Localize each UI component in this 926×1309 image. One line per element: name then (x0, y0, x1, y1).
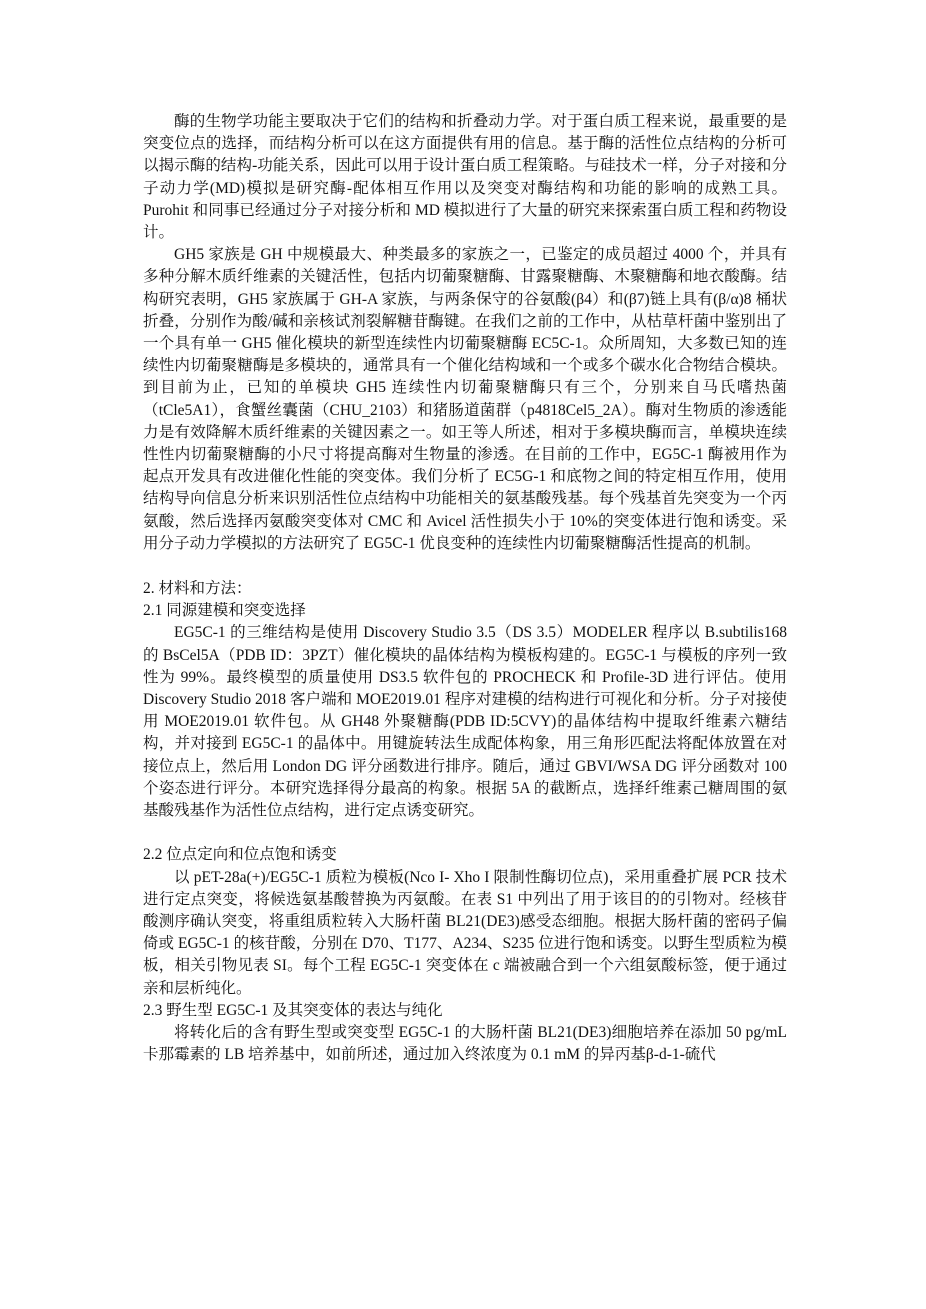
paragraph-intro: 酶的生物学功能主要取决于它们的结构和折叠动力学。对于蛋白质工程来说，最重要的是突变位点的选择，而结构分析可以在这方面提供有用的信息。基于酶的活性位点结构的分析可以揭示酶的结构-功能关系，因此可以用于设计蛋白质工程策略。与硅技术一样，分子对接和分子动力学(MD)模拟是研究酶-配体相互作用以及突变对酶结构和功能的影响的成熟工具。Purohit 和同事已经通过分子对接分析和 MD 模拟进行了大量的研究来探索蛋白质工程和药物设计。 (143, 113, 787, 242)
section-spacer (143, 822, 787, 844)
paragraph-gh5-family: GH5 家族是 GH 中规模最大、种类最多的家族之一，已鉴定的成员超过 4000 个，并具有多种分解木质纤维素的关键活性，包括内切葡聚糖酶、甘露聚糖酶、木聚糖酶和地衣酸酶。结构研究表明，GH5 家族属于 GH-A 家族，与两条保守的谷氨酸(β4）和(β7)链上具有(β/α)8 桶状折叠，分别作为酸/碱和亲核试剂裂解糖苷酶键。在我们之前的工作中，从枯草杆菌中鉴别出了一个具有单一 GH5 催化模块的新型连续性内切葡聚糖酶 EC5C-1。众所周知，大多数已知的连续性内切葡聚糖酶是多模块的，通常具有一个催化结构域和一个或多个碳水化合物结合模块。到目前为止，已知的单模块 GH5 连续性内切葡聚糖酶只有三个，分别来自马氏嗜热菌（tCle5A1），食蟹丝囊菌（CHU_2103）和猪肠道菌群（p4818Cel5_2A）。酶对生物质的渗透能力是有效降解木质纤维素的关键因素之一。如王等人所述，相对于多模块酶而言，单模块连续性性内切葡聚糖酶的小尺寸将提高酶对生物量的渗透。在目前的工作中，EG5C-1 酶被用作为起点开发具有改进催化性能的突变体。我们分析了 EC5G-1 和底物之间的特定相互作用，使用结构导向信息分析来识别活性位点结构中功能相关的氨基酸残基。每个残基首先突变为一个丙氨酸，然后选择丙氨酸突变体对 CMC 和 Avicel 活性损失小于 10%的突变体进行饱和诱变。采用分子动力学模拟的方法研究了 EG5C-1 优良变种的连续性内切葡聚糖酶活性提高的机制。 (143, 246, 787, 552)
section-heading-mutagenesis: 2.2 位点定向和位点饱和诱变 (143, 846, 337, 864)
paragraph-homology-modeling: EG5C-1 的三维结构是使用 Discovery Studio 3.5（DS 3.5）MODELER 程序以 B.subtilis168 的 BsCel5A（PDB ID：3PZT）催化模块的晶体结构为模板构建的。EG5C-1 与模板的序列一致性为 99%。最终模型的质量使用 DS3.5 软件包的 PROCHECK 和 Profile-3D 进行评估。使用 Discovery Studio 2018 客户端和 MOE2019.01 程序对建模的结构进行可视化和分析。分子对接使用 MOE2019.01 软件包。从 GH48 外聚糖酶(PDB ID:5CVY)的晶体结构中提取纤维素六糖结构，并对接到 EG5C-1 的晶体中。用键旋转法生成配体构象，用三角形匹配法将配体放置在对接位点上，然后用 London DG 评分函数进行排序。随后，通过 GBVI/WSA DG 评分函数对 100 个姿态进行评分。本研究选择得分最高的构象。根据 5A 的截断点，选择纤维素己糖周围的氨基酸残基作为活性位点结构，进行定点诱变研究。 (143, 624, 787, 820)
paragraph-mutagenesis: 以 pET-28a(+)/EG5C-1 质粒为模板(Nco I- Xho I 限制性酶切位点)，采用重叠扩展 PCR 技术进行定点突变，将候选氨基酸替换为丙氨酸。在表 S1 中列出了用于该目的的引物对。经核苷酸测序确认突变，将重组质粒转入大肠杆菌 BL21(DE3)感受态细胞。根据大肠杆菌的密码子偏倚或 EG5C-1 的核苷酸，分别在 D70、T177、A234、S235 位进行饱和诱变。以野生型质粒为模板，相关引物见表 SI。每个工程 EG5C-1 突变体在 c 端被融合到一个六组氨酸标签，便于通过亲和层析纯化。 (143, 868, 787, 997)
document-page (143, 111, 787, 1066)
section-heading-homology-modeling: 2.1 同源建模和突变选择 (143, 602, 306, 620)
section-spacer (143, 555, 787, 578)
section-heading-expression-purification: 2.3 野生型 EG5C-1 及其突变体的表达与纯化 (143, 1001, 443, 1019)
paragraph-expression-purification: 将转化后的含有野生型或突变型 EG5C-1 的大肠杆菌 BL21(DE3)细胞培养在添加 50 pg/mL 卡那霉素的 LB 培养基中，如前所述，通过加入终浓度为 0.1 mM 的异丙基β-d-1-硫代 (143, 1023, 787, 1064)
section-heading-materials-methods: 2. 材料和方法： (143, 580, 252, 598)
